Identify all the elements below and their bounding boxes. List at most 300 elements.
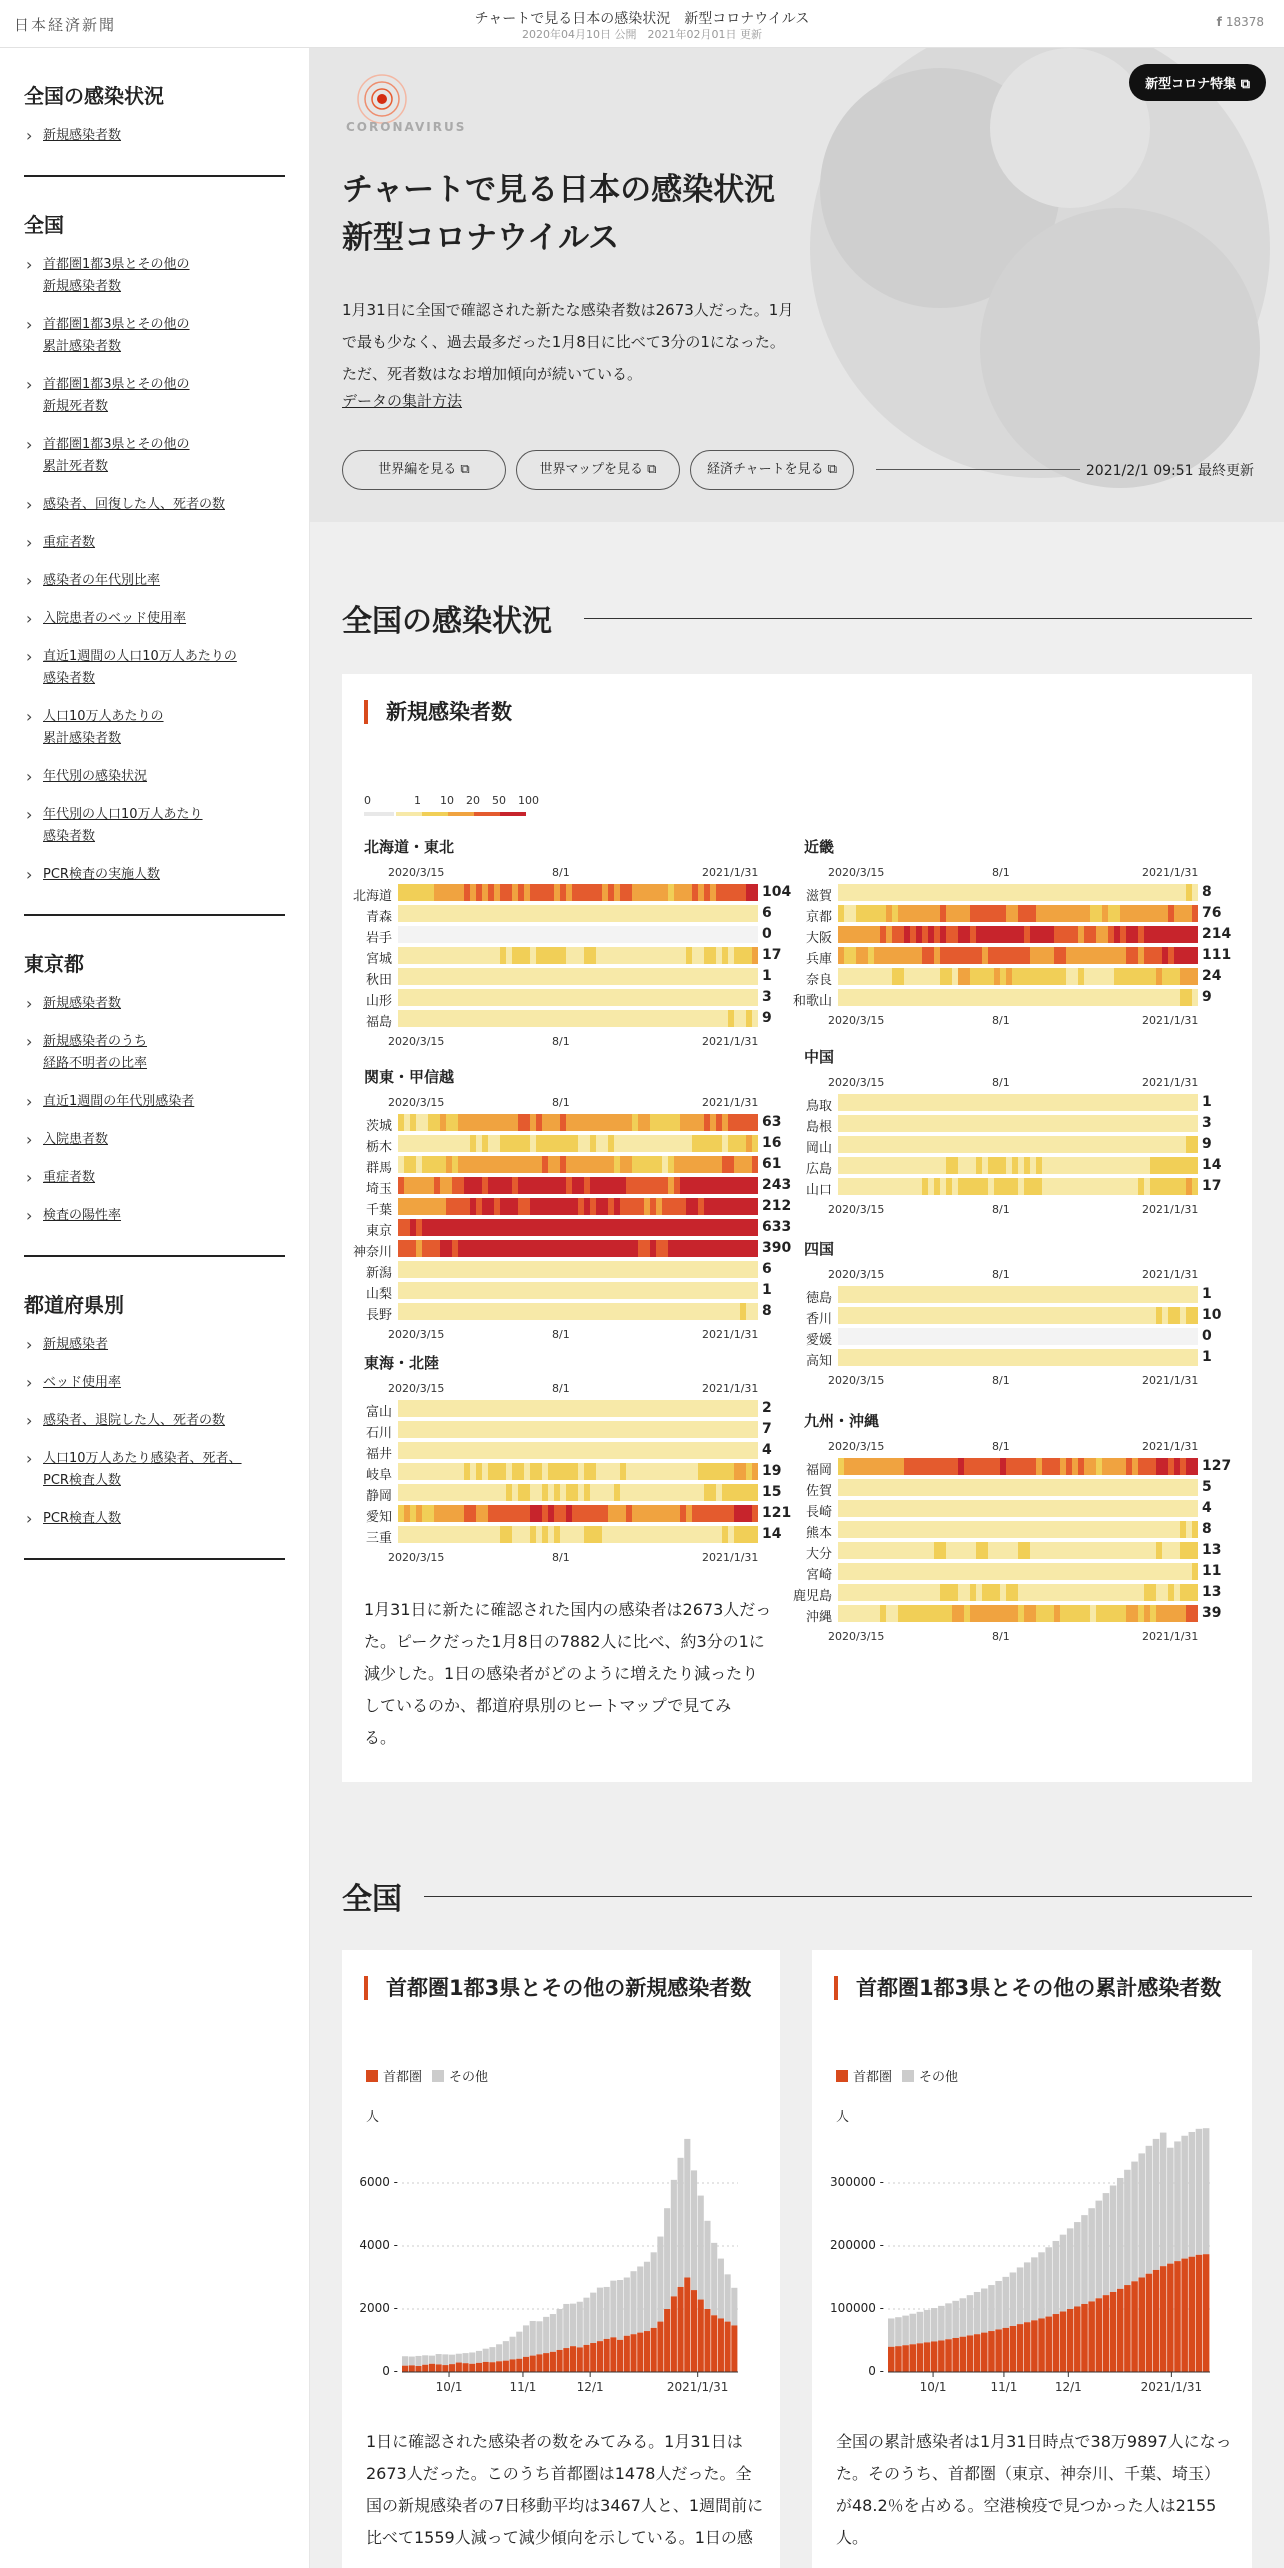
bar-other xyxy=(902,2316,909,2346)
prefecture-value: 63 xyxy=(762,1114,782,1130)
bar-other xyxy=(1103,2193,1110,2295)
bar-capital xyxy=(1189,2257,1196,2372)
heatmap-row xyxy=(838,989,1198,1006)
bar-other xyxy=(1038,2252,1045,2318)
prefecture-label: 山形 xyxy=(365,994,392,1009)
sidebar-item[interactable] xyxy=(24,646,285,690)
sidebar-item-label: › 検査の陽性率 xyxy=(43,1208,122,1223)
sidebar-item[interactable] xyxy=(24,1091,285,1113)
heatmap-row xyxy=(838,968,1198,985)
x-tick: 11/1 xyxy=(990,2380,1018,2394)
heatmap-cell xyxy=(1192,1584,1198,1601)
bar-other xyxy=(462,2353,468,2363)
heatmap-cell xyxy=(1192,1178,1198,1195)
chart-description: 全国の累計感染者は1月31日時点で38万9897人になっ た。そのうち、首都圏（東京、神奈川、千葉、埼玉） が48.2％を占める。空港検疫で見つかった人は2155 人。 xyxy=(836,2432,1232,2547)
bar-capital xyxy=(1138,2278,1145,2373)
legend-tick: 10 xyxy=(440,794,454,807)
prefecture-value: 8 xyxy=(1202,884,1212,900)
bar-capital xyxy=(637,2333,643,2372)
sidebar-item-label: › 入院患者のベッド使用率 xyxy=(43,611,187,626)
cumulative-cases-card xyxy=(812,1950,1252,2568)
bar-other xyxy=(409,2357,415,2366)
heatmap-row xyxy=(838,1094,1198,1111)
sidebar-item[interactable] xyxy=(24,1372,285,1394)
bar-capital xyxy=(577,2347,583,2372)
prefecture-label: 宮城 xyxy=(365,952,392,967)
bar-capital xyxy=(503,2361,509,2372)
heatmap-row xyxy=(398,1198,758,1215)
region-title: 四国 xyxy=(804,1240,835,1258)
bar-capital xyxy=(1103,2295,1110,2372)
sidebar-item-label: 累計感染者数 xyxy=(43,339,122,354)
heatmap-row xyxy=(398,1177,758,1194)
sidebar-item-label: › 年代別の感染状況 xyxy=(43,769,148,784)
sidebar-item-label: 累計感染者数 xyxy=(43,731,122,746)
bar-capital xyxy=(1203,2254,1210,2372)
bar-other xyxy=(644,2262,650,2331)
prefecture-value: 24 xyxy=(1202,968,1222,984)
bar-other xyxy=(1203,2128,1210,2254)
heatmap-row xyxy=(398,1526,758,1543)
prefecture-value: 243 xyxy=(762,1177,792,1193)
x-tick: 10/1 xyxy=(435,2380,463,2394)
bar-other xyxy=(1167,2148,1174,2264)
legend-swatch xyxy=(422,812,448,816)
x-tick: 8/1 xyxy=(992,866,1010,879)
bar-other xyxy=(429,2356,435,2364)
bar-capital xyxy=(678,2287,684,2372)
prefecture-value: 633 xyxy=(762,1219,792,1235)
bar-other xyxy=(604,2287,610,2339)
bar-other xyxy=(1074,2222,1081,2306)
heatmap-row xyxy=(398,1114,758,1131)
sidebar-item[interactable] xyxy=(24,1205,285,1227)
sidebar-item-label: › 首都圏1都3県とその他の xyxy=(43,317,190,332)
bar-capital xyxy=(429,2364,435,2372)
bar-capital xyxy=(664,2309,670,2372)
heatmap-row xyxy=(398,1261,758,1278)
bar-other xyxy=(637,2266,643,2332)
prefecture-label: 栃木 xyxy=(365,1140,392,1155)
x-tick: 8/1 xyxy=(992,1268,1010,1281)
prefecture-label: 新潟 xyxy=(365,1266,392,1281)
bar-capital xyxy=(1131,2281,1138,2372)
x-tick: 2020/3/15 xyxy=(828,1374,885,1387)
sidebar-item-label: › 首都圏1都3県とその他の xyxy=(43,257,190,272)
prefecture-value: 11 xyxy=(1202,1563,1222,1579)
bar-capital xyxy=(651,2328,657,2372)
bar-capital xyxy=(671,2296,677,2372)
bar-other xyxy=(960,2298,967,2336)
x-tick: 2021/1/31 xyxy=(702,1328,759,1341)
sidebar-item[interactable] xyxy=(24,494,285,516)
sidebar-item[interactable] xyxy=(24,1129,285,1151)
sidebar-item[interactable] xyxy=(24,314,285,358)
bar-capital xyxy=(583,2345,589,2372)
bar-other xyxy=(1060,2235,1067,2312)
world-button[interactable]: 世界編を見る ⧉ xyxy=(342,450,506,490)
bar-other xyxy=(1146,2146,1153,2274)
prefecture-value: 8 xyxy=(1202,1521,1212,1537)
sidebar-item-label: › 人口10万人あたりの xyxy=(43,709,164,724)
heatmap-card xyxy=(342,674,1252,1782)
heatmap-cell xyxy=(1192,1349,1198,1366)
heatmap-row xyxy=(838,1136,1198,1153)
x-tick: 8/1 xyxy=(552,866,570,879)
external-link-icon: ⧉ xyxy=(827,462,838,477)
bar-capital xyxy=(510,2359,516,2372)
legend-tick: 1 xyxy=(414,794,421,807)
prefecture-value: 3 xyxy=(1202,1115,1212,1131)
bar-capital xyxy=(476,2363,482,2372)
bar-other xyxy=(489,2347,495,2362)
x-tick: 8/1 xyxy=(992,1014,1010,1027)
prefecture-label: 京都 xyxy=(805,910,832,925)
bar-capital xyxy=(924,2342,931,2372)
sidebar-item[interactable] xyxy=(24,1448,285,1492)
bar-other xyxy=(938,2306,945,2341)
prefecture-label: 高知 xyxy=(805,1354,832,1369)
prefecture-value: 212 xyxy=(762,1198,792,1214)
heatmap-cell xyxy=(1192,1115,1198,1132)
bar-other xyxy=(691,2170,697,2290)
bar-capital xyxy=(1053,2314,1060,2372)
method-link[interactable]: データの集計方法 xyxy=(342,392,463,410)
bar-other xyxy=(684,2139,690,2278)
prefecture-label: 福井 xyxy=(365,1447,392,1462)
x-tick: 2021/1/31 xyxy=(666,2380,729,2394)
bar-capital xyxy=(1010,2326,1017,2372)
bar-other xyxy=(456,2354,462,2363)
prefecture-value: 9 xyxy=(1202,989,1212,1005)
legend-entry: その他 xyxy=(902,2070,958,2085)
heatmap-cell xyxy=(1192,1328,1198,1345)
heatmap-row xyxy=(398,1282,758,1299)
bar-other xyxy=(1124,2170,1131,2285)
site-logo[interactable]: 日本経済新聞 xyxy=(14,16,117,34)
heatmap-cell xyxy=(1192,1094,1198,1111)
sidebar-item[interactable] xyxy=(24,532,285,554)
prefecture-value: 1 xyxy=(1202,1286,1212,1302)
prefecture-label: 愛媛 xyxy=(805,1333,832,1348)
economy-chart-button[interactable]: 経済チャートを見る ⧉ xyxy=(690,450,854,490)
sidebar-item[interactable] xyxy=(24,766,285,788)
x-tick: 8/1 xyxy=(992,1203,1010,1216)
sidebar-item[interactable] xyxy=(24,608,285,630)
y-tick: 2000 - xyxy=(359,2301,398,2315)
heatmap-row xyxy=(838,1115,1198,1132)
prefecture-value: 6 xyxy=(762,905,772,921)
prefecture-value: 4 xyxy=(762,1442,772,1458)
prefecture-label: 山口 xyxy=(805,1183,832,1198)
prefecture-label: 島根 xyxy=(805,1120,832,1135)
heatmap-cell xyxy=(752,1177,758,1194)
heatmap-cell xyxy=(752,1010,758,1027)
heatmap-row xyxy=(398,989,758,1006)
world-map-button[interactable]: 世界マップを見る ⧉ xyxy=(516,450,680,490)
heatmap-cell xyxy=(752,968,758,985)
heatmap-row xyxy=(838,1157,1198,1174)
page-title: チャートで見る日本の感染状況 新型コロナウイルス xyxy=(342,172,776,256)
heatmap-cell xyxy=(1192,1157,1198,1174)
x-tick: 2021/1/31 xyxy=(702,866,759,879)
bar-capital xyxy=(725,2322,731,2372)
x-tick: 8/1 xyxy=(552,1551,570,1564)
bar-capital xyxy=(1124,2285,1131,2372)
prefecture-label: 秋田 xyxy=(365,973,392,988)
sidebar-item-label: › 首都圏1都3県とその他の xyxy=(43,377,190,392)
bar-other xyxy=(469,2352,475,2363)
page-title-top: チャートで見る日本の感染状況 新型コロナウイルス xyxy=(474,11,810,27)
legend-tick: 20 xyxy=(466,794,480,807)
sidebar-section xyxy=(24,916,285,1257)
sidebar-item-label: › PCR検査の実施人数 xyxy=(43,867,160,882)
sidebar-heading: 全国の感染状況 xyxy=(24,84,164,108)
sidebar-item[interactable] xyxy=(24,1410,285,1432)
prefecture-value: 0 xyxy=(762,926,772,942)
bar-other xyxy=(436,2354,442,2364)
heatmap-row xyxy=(838,1542,1198,1559)
x-tick: 2021/1/31 xyxy=(1140,2380,1203,2394)
sidebar-item[interactable] xyxy=(24,1334,285,1356)
x-tick: 2021/1/31 xyxy=(1142,1374,1199,1387)
bar-capital xyxy=(995,2329,1002,2372)
bar-capital xyxy=(1096,2298,1103,2372)
share-count: 18378 xyxy=(1225,15,1264,29)
bar-other xyxy=(1160,2133,1167,2267)
bar-capital xyxy=(1002,2328,1009,2372)
prefecture-label: 大分 xyxy=(805,1547,832,1562)
sidebar-item-label: › 新規感染者 xyxy=(43,1337,109,1352)
facebook-share[interactable] xyxy=(1217,15,1264,29)
bar-capital xyxy=(1081,2304,1088,2372)
x-tick: 2021/1/31 xyxy=(702,1551,759,1564)
region-title: 東海・北陸 xyxy=(364,1354,440,1372)
bar-capital xyxy=(902,2345,909,2372)
sidebar-item-label: › PCR検査人数 xyxy=(43,1511,121,1526)
prefecture-label: 千葉 xyxy=(365,1203,392,1218)
bar-other xyxy=(725,2274,731,2321)
prefecture-value: 13 xyxy=(1202,1542,1222,1558)
facebook-icon[interactable]: f xyxy=(1216,15,1222,29)
sidebar-section xyxy=(24,177,285,916)
prefecture-value: 121 xyxy=(762,1505,792,1521)
heatmap-cell xyxy=(1192,926,1198,943)
bar-capital xyxy=(988,2331,995,2372)
sidebar-item[interactable] xyxy=(24,125,285,147)
prefecture-label: 岡山 xyxy=(805,1141,832,1156)
bar-other xyxy=(988,2285,995,2331)
heatmap-row xyxy=(398,905,758,922)
bar-other xyxy=(678,2158,684,2287)
card-title: 首都圏1都3県とその他の累計感染者数 xyxy=(834,1976,1221,2000)
sidebar-item[interactable] xyxy=(24,1508,285,1530)
sidebar-item[interactable] xyxy=(24,1031,285,1075)
sidebar-item-label: PCR検査人数 xyxy=(43,1473,121,1488)
prefecture-label: 沖縄 xyxy=(805,1610,832,1625)
external-link-icon: ⧉ xyxy=(460,462,470,477)
bar-capital xyxy=(523,2357,529,2372)
bar-other xyxy=(422,2355,428,2364)
bar-other xyxy=(530,2321,536,2356)
bar-other xyxy=(483,2349,489,2362)
sidebar-item-label: 新規死者数 xyxy=(43,399,109,414)
sidebar-item-label: › 感染者、回復した人、死者の数 xyxy=(43,497,226,512)
bar-capital xyxy=(597,2341,603,2372)
bar-other xyxy=(895,2317,902,2346)
sidebar-item[interactable] xyxy=(24,706,285,750)
bar-other xyxy=(888,2318,895,2346)
bar-other xyxy=(909,2314,916,2345)
bar-capital xyxy=(895,2346,902,2372)
sidebar-item-label: › 直近1週間の人口10万人あたりの xyxy=(43,649,237,664)
bar-capital xyxy=(938,2341,945,2373)
sidebar-item[interactable] xyxy=(24,254,285,298)
bar-other xyxy=(1110,2186,1117,2292)
bar-other xyxy=(496,2344,502,2361)
x-tick: 2021/1/31 xyxy=(1142,1440,1199,1453)
bar-capital xyxy=(536,2354,542,2372)
prefecture-label: 長崎 xyxy=(805,1505,832,1520)
heatmap-cell xyxy=(1192,1286,1198,1303)
prefecture-label: 群馬 xyxy=(365,1161,392,1176)
sidebar-item-label: › 新規感染者数 xyxy=(43,128,122,143)
heatmap-row xyxy=(398,1421,758,1438)
x-tick: 2020/3/15 xyxy=(388,1328,445,1341)
prefecture-label: 神奈川 xyxy=(352,1245,392,1260)
bar-capital xyxy=(981,2333,988,2372)
bar-other xyxy=(1181,2136,1188,2259)
publish-dates: 2020年04月10日 公開 2021年02月01日 更新 xyxy=(522,28,762,41)
coronavirus-logo-icon xyxy=(346,74,416,124)
sidebar-item-label: › 新規感染者数 xyxy=(43,996,122,1011)
sidebar-heading: 都道府県別 xyxy=(24,1293,124,1317)
heatmap-row xyxy=(838,905,1198,922)
prefecture-value: 111 xyxy=(1202,947,1232,963)
sidebar-item-label: › 重症者数 xyxy=(43,535,96,550)
bar-other xyxy=(583,2298,589,2345)
prefecture-label: 鹿児島 xyxy=(792,1589,832,1604)
prefecture-label: 香川 xyxy=(805,1312,832,1327)
bar-other xyxy=(503,2341,509,2361)
bar-capital xyxy=(402,2366,408,2372)
bar-capital xyxy=(456,2363,462,2372)
x-tick: 2021/1/31 xyxy=(702,1096,759,1109)
bar-other xyxy=(449,2355,455,2364)
heatmap-cell xyxy=(752,1421,758,1438)
bar-other xyxy=(563,2304,569,2348)
bar-capital xyxy=(909,2344,916,2372)
x-tick: 2021/1/31 xyxy=(1142,1268,1199,1281)
legend-tick: 50 xyxy=(492,794,506,807)
bar-other xyxy=(1017,2267,1024,2324)
new-cases-card xyxy=(342,1950,780,2568)
sidebar-item[interactable] xyxy=(24,804,285,848)
x-tick: 2021/1/31 xyxy=(1142,1076,1199,1089)
heatmap-cell xyxy=(1192,884,1198,901)
legend-swatch xyxy=(500,812,526,816)
x-tick: 11/1 xyxy=(509,2380,537,2394)
prefecture-label: 奈良 xyxy=(805,973,832,988)
prefecture-label: 愛知 xyxy=(365,1510,392,1525)
sidebar-item[interactable] xyxy=(24,570,285,592)
bar-other xyxy=(1081,2215,1088,2304)
bar-other xyxy=(731,2288,737,2326)
bar-capital xyxy=(917,2343,924,2372)
legend-swatch xyxy=(396,812,422,816)
bar-other xyxy=(931,2308,938,2341)
bar-capital xyxy=(1167,2264,1174,2372)
prefecture-value: 39 xyxy=(1202,1605,1222,1621)
bar-capital xyxy=(630,2334,636,2372)
prefecture-value: 17 xyxy=(762,947,782,963)
heatmap-row xyxy=(398,1463,758,1480)
bar-capital xyxy=(610,2337,616,2372)
prefecture-value: 214 xyxy=(1202,926,1232,942)
heatmap-cell xyxy=(1192,1307,1198,1324)
sidebar-item[interactable] xyxy=(24,993,285,1015)
heatmap-cell xyxy=(1192,1605,1198,1622)
bar-other xyxy=(1196,2129,1203,2255)
legend-tick: 100 xyxy=(518,794,539,807)
external-link-icon: ⧉ xyxy=(647,462,657,477)
sidebar-heading: 全国 xyxy=(24,213,64,237)
prefecture-value: 127 xyxy=(1202,1458,1232,1474)
bar-other xyxy=(704,2221,710,2309)
sidebar-item[interactable] xyxy=(24,864,285,886)
heatmap-cell xyxy=(752,1463,758,1480)
prefecture-value: 19 xyxy=(762,1463,782,1479)
bar-capital xyxy=(1117,2289,1124,2372)
heatmap-row xyxy=(838,947,1198,964)
bar-capital xyxy=(496,2361,502,2372)
bar-other xyxy=(523,2325,529,2357)
legend-swatch xyxy=(364,812,394,816)
bar-capital xyxy=(1031,2320,1038,2372)
prefecture-value: 1 xyxy=(762,1282,772,1298)
heatmap-row xyxy=(398,926,758,943)
heatmap-row xyxy=(838,926,1198,943)
heatmap-row xyxy=(398,1240,758,1257)
special-feature-button[interactable]: 新型コロナ特集 ⧉ xyxy=(1129,64,1266,101)
sidebar-item[interactable] xyxy=(24,374,285,418)
x-tick: 8/1 xyxy=(992,1374,1010,1387)
heatmap-row xyxy=(838,1605,1198,1622)
sidebar-item[interactable] xyxy=(24,1167,285,1189)
y-tick: 200000 - xyxy=(830,2238,884,2252)
prefecture-value: 1 xyxy=(1202,1094,1212,1110)
prefecture-value: 8 xyxy=(762,1303,772,1319)
prefecture-label: 埼玉 xyxy=(365,1182,392,1197)
region-title: 北海道・東北 xyxy=(364,838,455,856)
legend-entry: その他 xyxy=(432,2070,488,2085)
region-title: 関東・甲信越 xyxy=(364,1068,455,1086)
heatmap-cell xyxy=(1192,1458,1198,1475)
prefecture-value: 0 xyxy=(1202,1328,1212,1344)
prefecture-label: 宮崎 xyxy=(805,1568,832,1583)
bar-capital xyxy=(967,2335,974,2372)
sidebar-item[interactable] xyxy=(24,434,285,478)
y-tick: 0 - xyxy=(382,2364,398,2378)
prefecture-label: 大阪 xyxy=(805,931,832,946)
prefecture-value: 4 xyxy=(1202,1500,1212,1516)
heatmap-row xyxy=(838,1349,1198,1366)
heatmap-cell xyxy=(752,1114,758,1131)
heatmap-cell xyxy=(752,1240,758,1257)
bar-other xyxy=(476,2351,482,2363)
prefecture-value: 1 xyxy=(762,968,772,984)
prefecture-value: 3 xyxy=(762,989,772,1005)
